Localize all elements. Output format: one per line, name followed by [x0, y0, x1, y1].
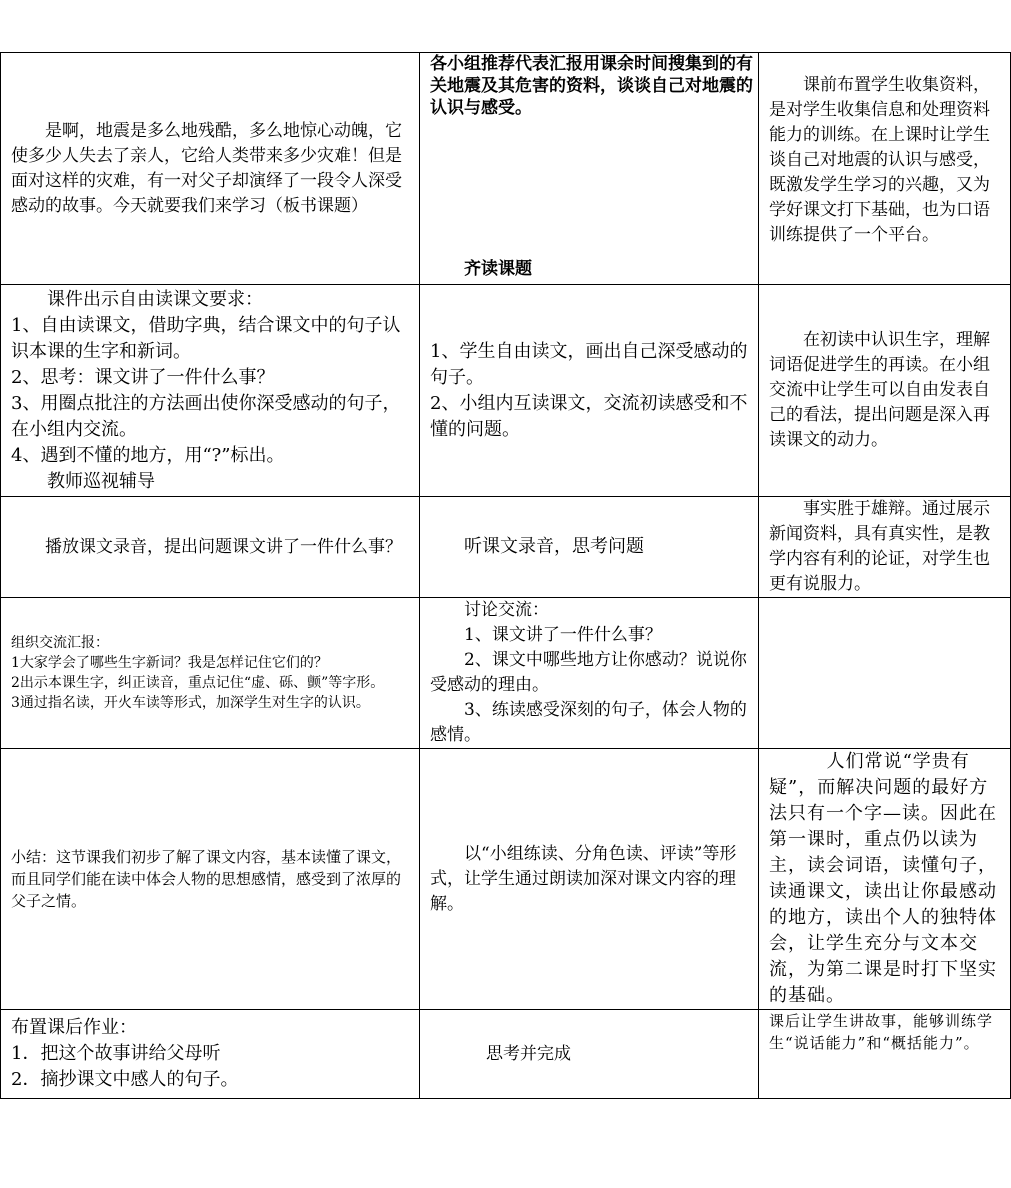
lesson-plan-table	[0, 52, 1011, 1099]
student-activity-text: 各小组推荐代表汇报用课余时间搜集到的有关地震及其危害的资料，谈谈自己对地震的认识与感受。	[430, 54, 753, 118]
list-item: 4、遇到不懂的地方，用“?”标出。	[11, 444, 285, 466]
student-activity-cell	[420, 598, 759, 749]
student-activity-cell	[420, 53, 759, 285]
teacher-activity-text: 小结：这节课我们初步了解了课文内容，基本读懂了课文，而且同学们能在读中体会人物的思想感情，感受到了浓厚的父子之情。	[11, 848, 402, 910]
teacher-activity-cell	[1, 285, 420, 497]
teacher-activity-cell	[1, 598, 420, 749]
teacher-activity-note: 教师巡视辅导	[47, 470, 155, 492]
list-item: 2、课文中哪些地方让你感动？说说你受感动的理由。	[430, 650, 747, 695]
list-item: 3、练读感受深刻的句子，体会人物的感情。	[430, 700, 747, 745]
design-intent-cell	[759, 53, 1011, 285]
student-activity-text: 听课文录音，思考问题	[464, 536, 644, 557]
table-row	[1, 598, 1011, 749]
design-intent-cell	[759, 598, 1011, 749]
list-item: 1、学生自由读文，画出自己深受感动的句子。	[430, 340, 748, 388]
list-item: 3通过指名读，开火车读等形式，加深学生对生字的认识。	[11, 695, 370, 711]
design-intent-cell	[759, 285, 1011, 497]
teacher-activity-cell	[1, 1010, 420, 1099]
design-intent-text: 事实胜于雄辩。通过展示新闻资料，具有真实性，是教学内容有利的论证，对学生也更有说服力。	[769, 499, 990, 594]
table-row	[1, 497, 1011, 598]
teacher-activity-text: 播放课文录音，提出问题课文讲了一件什么事？	[45, 536, 402, 557]
design-intent-cell	[759, 497, 1011, 598]
list-item: 1大家学会了哪些生字新词？我是怎样记住它们的？	[11, 655, 328, 671]
table-row	[1, 1010, 1011, 1099]
student-activity-text: 齐读课题	[464, 259, 532, 279]
list-item: 1．把这个故事讲给父母听	[11, 1043, 221, 1064]
design-intent-text: 课后让学生讲故事，能够训练学生“说话能力”和“概括能力”。	[769, 1012, 994, 1052]
list-item: 2．摘抄课文中感人的句子。	[11, 1069, 239, 1090]
list-item: 1、自由读课文，借助字典，结合课文中的句子认识本课的生字和新词。	[11, 314, 401, 362]
table-row	[1, 749, 1011, 1010]
list-item: 2出示本课生字，纠正读音，重点记住“虚、砾、颤”等字形。	[11, 675, 385, 691]
student-activity-cell	[420, 497, 759, 598]
design-intent-cell	[759, 1010, 1011, 1099]
table-row	[1, 285, 1011, 497]
design-intent-text: 课前布置学生收集资料，是对学生收集信息和处理资料能力的训练。在上课时让学生谈自己对地震的认识与感受，既激发学生学习的兴趣，又为学好课文打下基础，也为口语训练提供了一个平台。	[769, 75, 990, 245]
design-intent-text: 在初读中认识生字，理解词语促进学生的再读。在小组交流中让学生可以自由发表自己的看法，提出问题是深入再读课文的动力。	[769, 330, 990, 450]
teacher-activity-title: 布置课后作业：	[11, 1017, 137, 1038]
teacher-activity-title: 组织交流汇报：	[11, 635, 109, 651]
teacher-activity-cell	[1, 53, 420, 285]
student-activity-text: 以“小组练读、分角色读、评读”等形式，让学生通过朗读加深对课文内容的理解。	[430, 843, 737, 914]
list-item: 2、思考：课文讲了一件什么事？	[11, 366, 275, 388]
list-item: 1、课文讲了一件什么事？	[464, 625, 662, 645]
student-activity-text: 思考并完成	[486, 1043, 571, 1064]
design-intent-text: 人们常说“学贵有疑”，而解决问题的最好方法只有一个字—读。因此在第一课时，重点仍以读为主，读会词语，读懂句子，读通课文，读出让你最感动的地方，读出个人的独特体会，让学生充分与文本交流，为第二课是时打下坚实的基础。	[769, 751, 997, 1006]
design-intent-cell	[759, 749, 1011, 1010]
student-activity-cell	[420, 749, 759, 1010]
teacher-activity-title: 课件出示自由读课文要求：	[47, 288, 263, 310]
teacher-activity-cell	[1, 497, 420, 598]
teacher-activity-text: 是啊，地震是多么地残酷，多么地惊心动魄，它使多少人失去了亲人，它给人类带来多少灾难！但是面对这样的灾难，有一对父子却演绎了一段令人深受感动的故事。今天就要我们来学习（板书课题）	[11, 120, 402, 216]
list-item: 3、用圈点批注的方法画出使你深受感动的句子，在小组内交流。	[11, 392, 401, 440]
student-activity-cell	[420, 1010, 759, 1099]
student-activity-title: 讨论交流：	[464, 600, 549, 620]
table-row	[1, 53, 1011, 285]
student-activity-cell	[420, 285, 759, 497]
teacher-activity-cell	[1, 749, 420, 1010]
list-item: 2、小组内互读课文，交流初读感受和不懂的问题。	[430, 392, 748, 440]
